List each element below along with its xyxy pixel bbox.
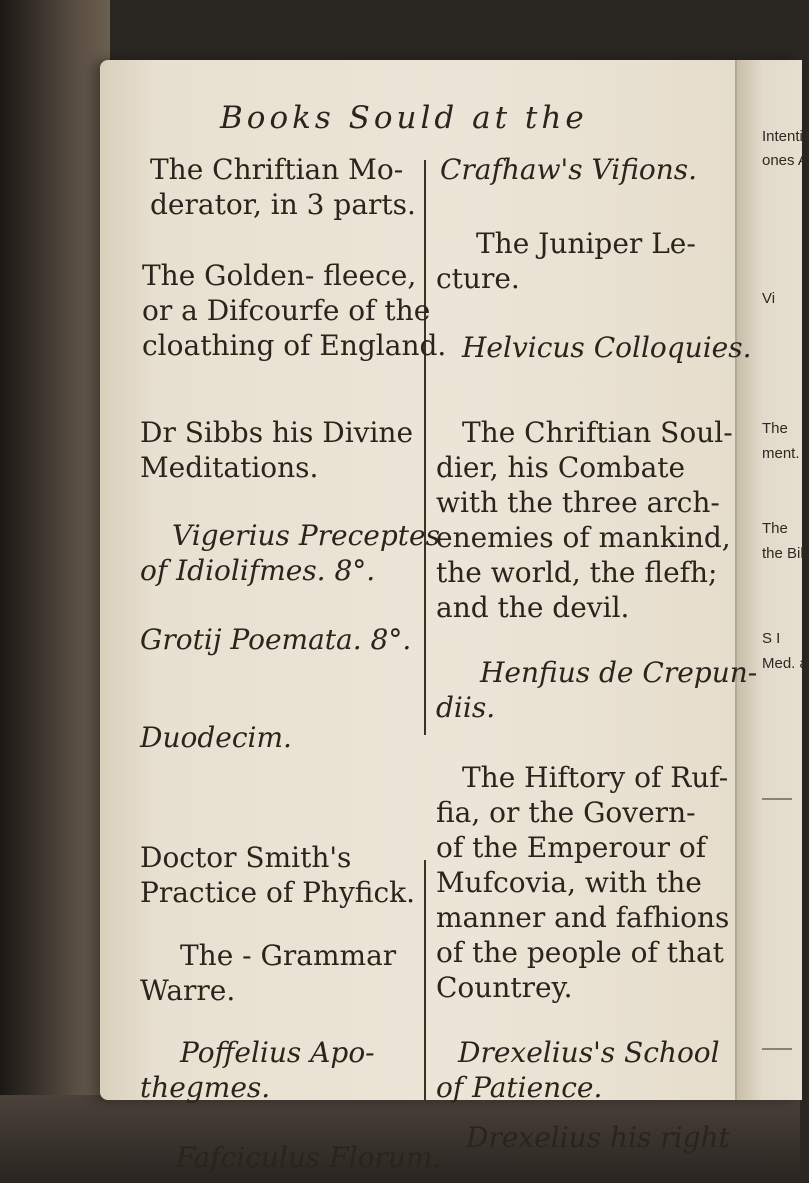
entry-line: cture. <box>436 262 520 295</box>
entry-line: of Patience. <box>436 1071 603 1104</box>
entry-line: Fafciculus Florum. <box>176 1141 442 1174</box>
entry-drexelius-school <box>436 1035 720 1105</box>
facing-page-edge <box>735 60 802 1100</box>
edge-fragment: The <box>762 520 788 537</box>
entry-vigerius <box>140 518 440 588</box>
entry-line: and the devil. <box>436 591 630 624</box>
entry-line: The Golden- fleece, <box>142 259 417 292</box>
entry-line: Meditations. <box>140 451 319 484</box>
edge-fragment: ones A <box>762 152 808 169</box>
entry-line: Drexelius's School <box>458 1036 720 1069</box>
entry-golden-fleece <box>142 258 446 363</box>
entry-line: with the three arch- <box>436 486 720 519</box>
edge-fragment: —— <box>762 790 792 807</box>
entry-line: fia, or the Govern- <box>436 796 696 829</box>
entry-line: or a Difcourfe of the <box>142 294 431 327</box>
entry-drexelius-intention <box>466 1120 730 1155</box>
entry-history-russia <box>436 760 729 1005</box>
entry-christian-souldier <box>436 415 733 625</box>
entry-line: Crafhaw's Vifions. <box>440 153 698 186</box>
column-divider-lower <box>424 860 426 1100</box>
entry-line: Grotij Poemata. 8°. <box>140 623 412 656</box>
entry-line: The Chriftian Soul- <box>462 416 733 449</box>
edge-fragment: —— <box>762 1040 792 1057</box>
entry-line: cloathing of England. <box>142 329 447 362</box>
entry-grotii-poemata <box>140 622 411 657</box>
entry-line: Duodecim. <box>140 721 292 754</box>
entry-line: The Hiftory of Ruf- <box>462 761 729 794</box>
entry-line: The - Grammar <box>180 939 397 972</box>
entry-line: Drexelius his right <box>466 1121 730 1154</box>
entry-line: enemies of mankind, <box>436 521 731 554</box>
edge-fragment: Vi <box>762 290 776 307</box>
column-divider-upper <box>424 160 426 735</box>
edge-fragment: the Bib <box>762 545 809 562</box>
entry-line: Doctor Smith's <box>140 841 352 874</box>
entry-line: Warre. <box>140 974 236 1007</box>
entry-line: Mufcovia, with the <box>436 866 702 899</box>
edge-fragment: ment. <box>762 445 800 462</box>
entry-line: dier, his Combate <box>436 451 686 484</box>
entry-christian-moderator <box>150 152 416 222</box>
page-header: Books Sould at the <box>220 100 588 136</box>
entry-juniper-lecture <box>436 226 696 296</box>
entry-line: diis. <box>436 691 496 724</box>
entry-line: Vigerius Preceptes <box>172 519 440 552</box>
entry-smiths-practice <box>140 840 415 910</box>
entry-line: Dr Sibbs his Divine <box>140 416 414 449</box>
entry-line: Poffelius Apo- <box>180 1036 375 1069</box>
entry-line: Practice of Phyfick. <box>140 876 415 909</box>
edge-fragment: The <box>762 420 788 437</box>
entry-line: The Chriftian Mo- <box>150 153 404 186</box>
entry-posselius <box>140 1035 375 1105</box>
entry-line: the world, the flefh; <box>436 556 718 589</box>
entry-duodecim <box>140 720 292 755</box>
entry-grammar-warre <box>140 938 396 1008</box>
entry-line: of the people of that <box>436 936 724 969</box>
entry-helvicus-colloquies <box>462 330 752 365</box>
entry-sibbs-meditations <box>140 415 413 485</box>
entry-crashaw-visions <box>440 152 697 187</box>
entry-hensius <box>436 655 757 725</box>
entry-line: Countrey. <box>436 971 573 1004</box>
entry-fasciculus <box>176 1140 441 1175</box>
entry-line: thegmes. <box>140 1071 271 1104</box>
edge-fragment: Intenti <box>762 128 803 145</box>
entry-line: derator, in 3 parts. <box>150 188 416 221</box>
entry-line: of Idiolifmes. 8°. <box>140 554 376 587</box>
entry-line: of the Emperour of <box>436 831 707 864</box>
entry-line: manner and fafhions <box>436 901 730 934</box>
edge-fragment: S I <box>762 630 781 647</box>
book-binding-edge <box>0 0 110 1183</box>
entry-line: Henfius de Crepun- <box>480 656 758 689</box>
edge-fragment: Med. a <box>762 655 808 672</box>
entry-line: The Juniper Le- <box>476 227 696 260</box>
entry-line: Helvicus Colloquies. <box>462 331 752 364</box>
